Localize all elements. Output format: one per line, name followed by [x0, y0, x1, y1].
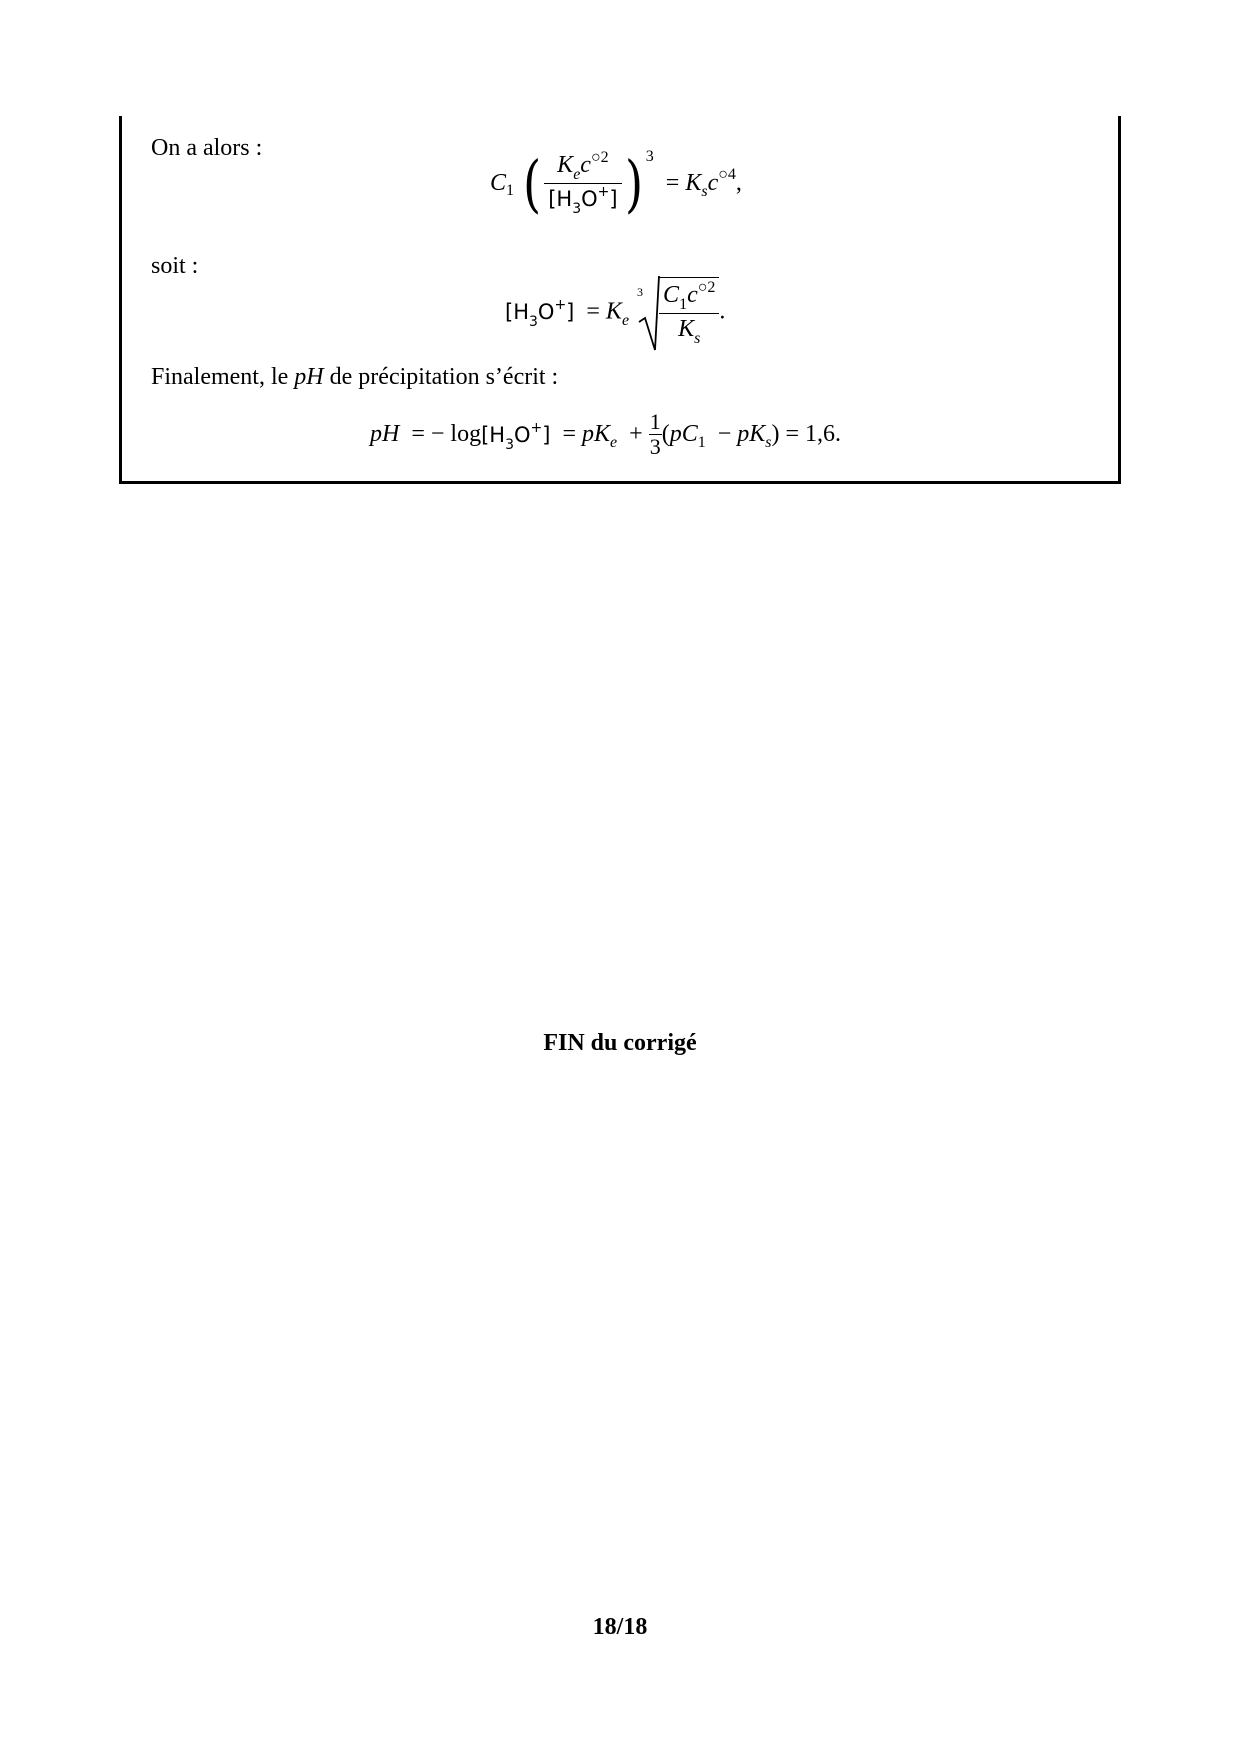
svg-text:3: 3: [637, 285, 644, 299]
text-on-a-alors: On a alors :: [151, 135, 263, 161]
cube-root-radical: [635, 272, 661, 352]
text-finalement: Finalement, le pH de précipitation s’écrit :: [151, 364, 559, 390]
equation-1: $C_1$ ( $\frac{K_ec^{○2}}{[H_3O^+]}$ ) $^3 = K_sc^{○4}$,: [490, 146, 742, 220]
page-number: 18/18: [592, 1614, 648, 1640]
equation-3-result: = 1,6.: [785, 421, 842, 447]
end-of-correction: FIN du corrigé: [543, 1030, 697, 1056]
equation-3: pH = − $\log[H_3O^+] = pK_e$ + $\frac{1}{3}$ $(pC_1 - pK_s) = 1,6$.: [370, 409, 842, 459]
text-soit: soit :: [151, 253, 199, 279]
equation-2: $[H_3O^+] = K_e$ 3 $\frac{C_1c^{○2}}{K_s}$ .: [505, 272, 725, 352]
